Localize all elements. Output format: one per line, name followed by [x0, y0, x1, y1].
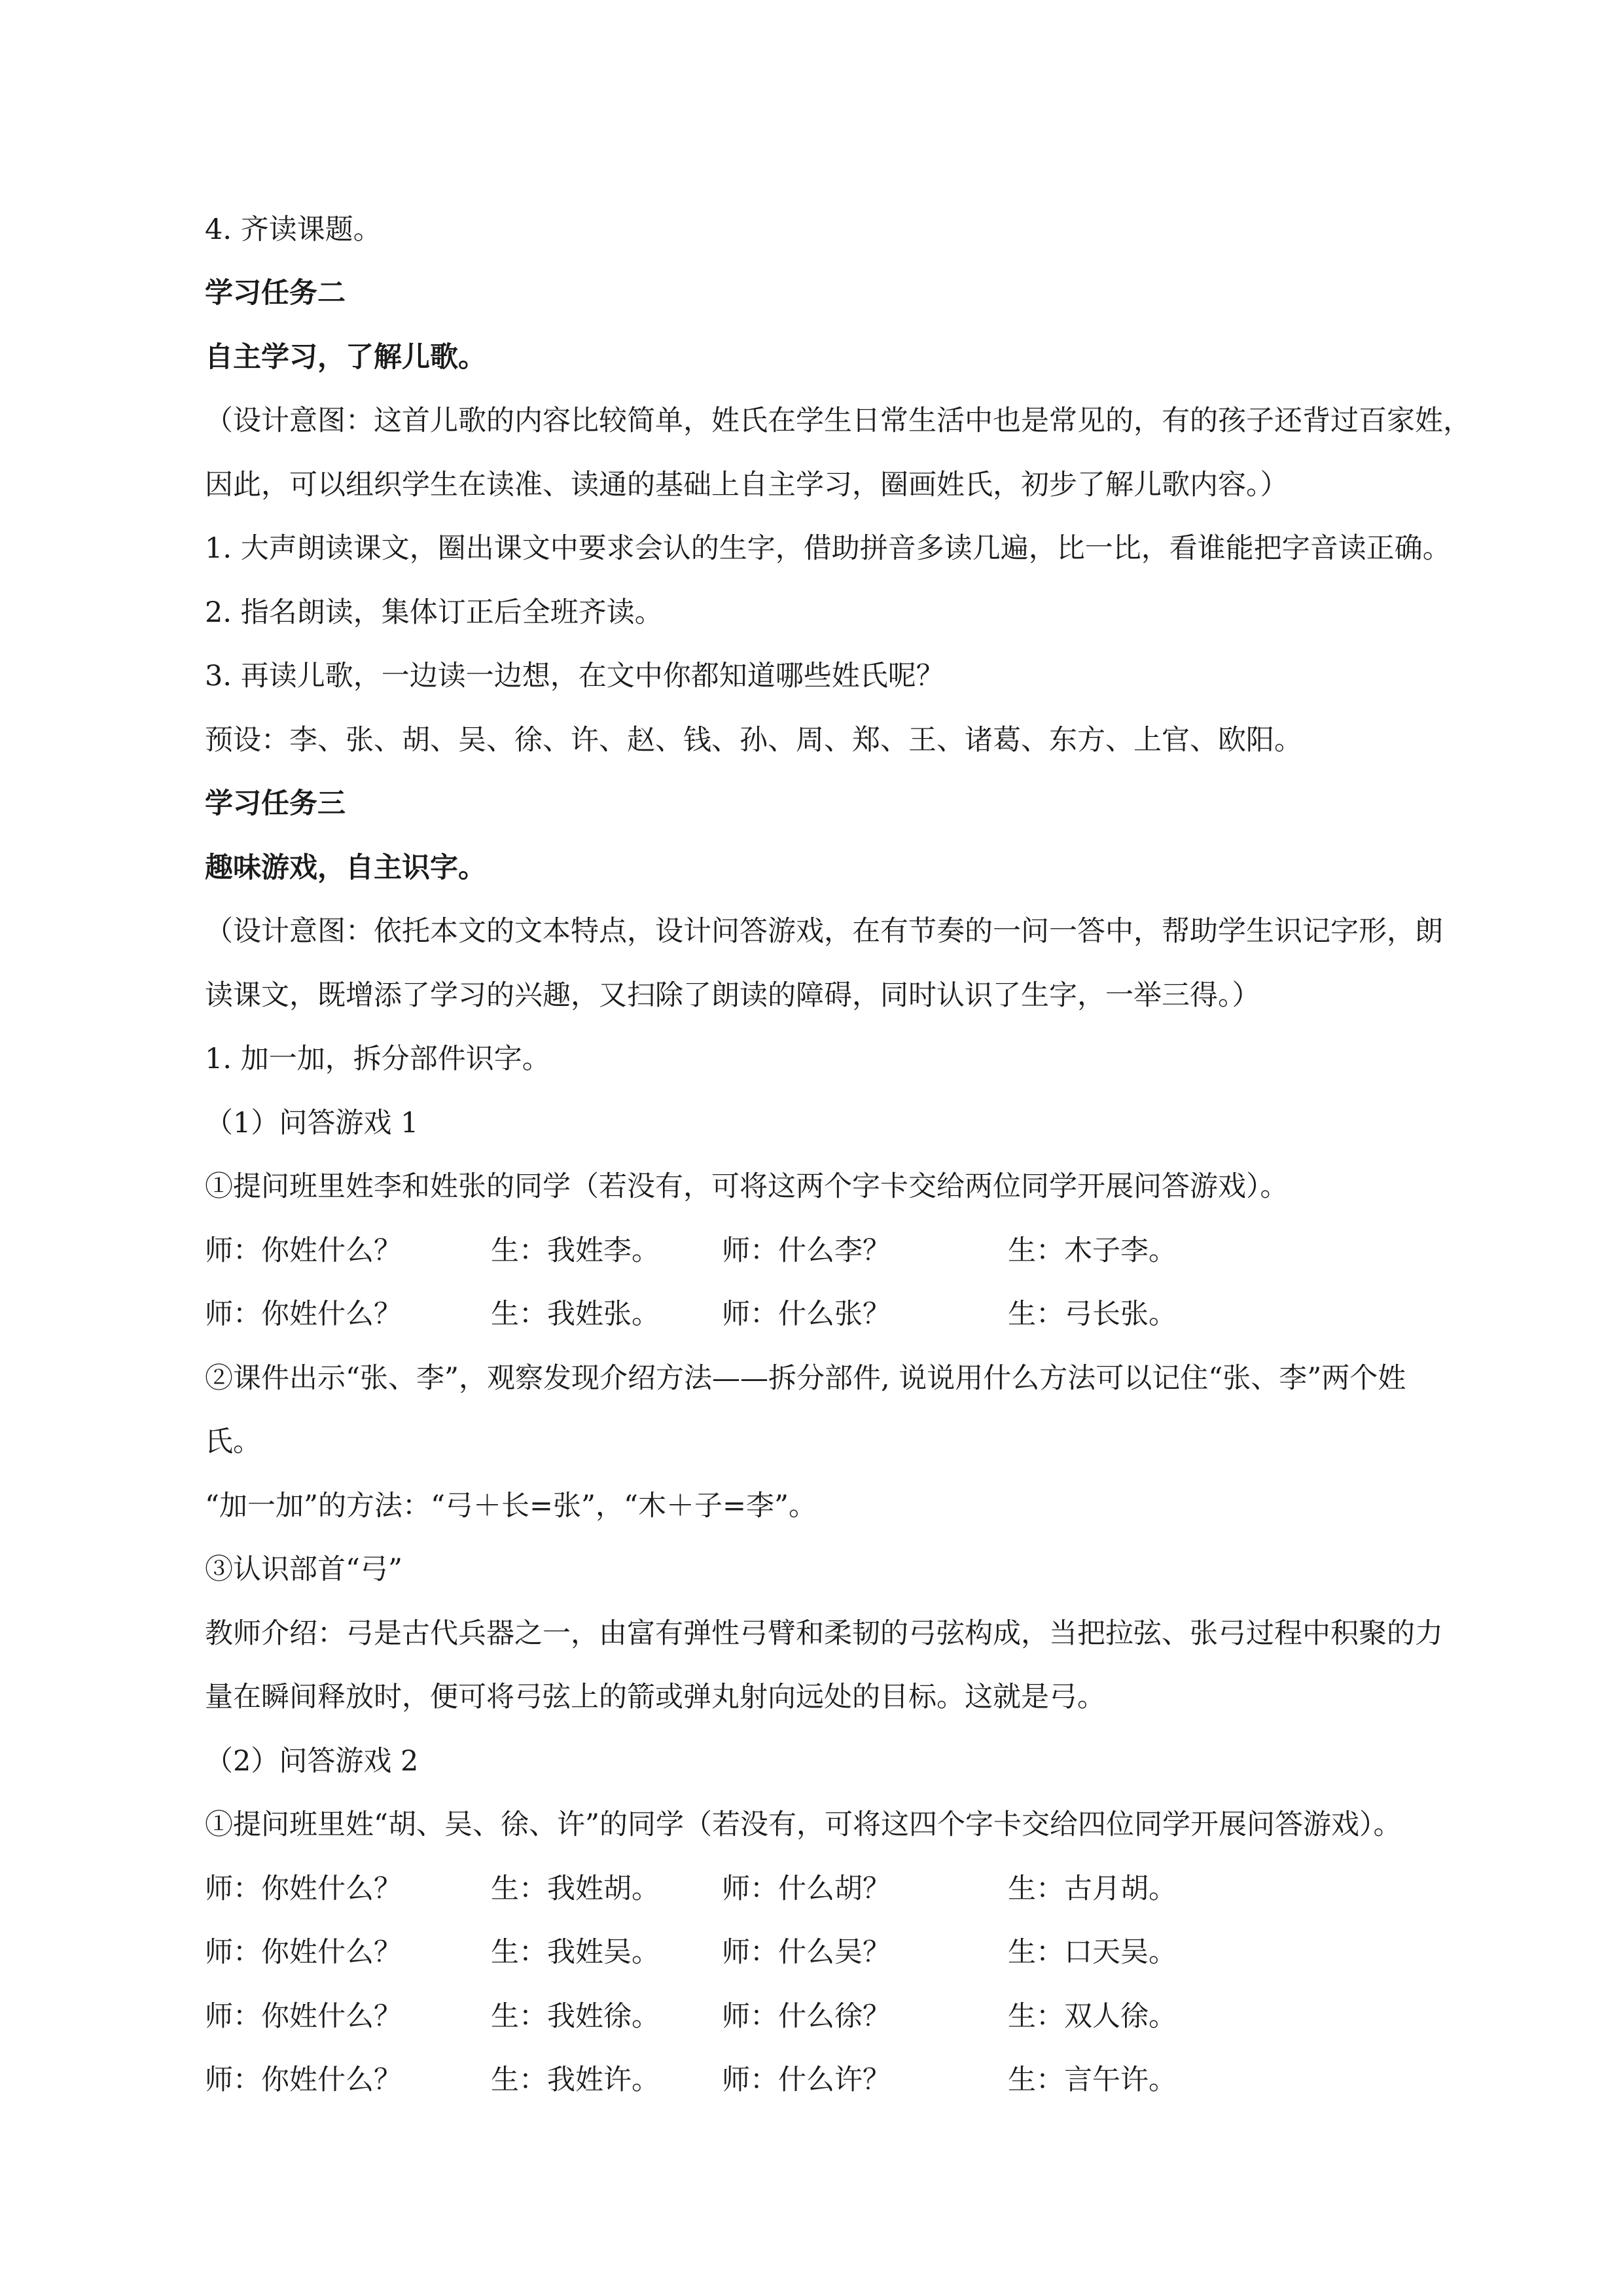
- student-answer: 生：我姓张。: [491, 1298, 660, 1331]
- design-intent-2-line-1: （设计意图：依托本文的文本特点，设计问答游戏，在有节奏的一问一答中，帮助学生识记字形，朗: [205, 915, 1443, 948]
- teacher-question: 师：你姓什么？: [205, 1234, 402, 1267]
- teacher-question: 师：你姓什么？: [205, 1936, 402, 1969]
- student-explanation: 生：木子李。: [1008, 1234, 1177, 1267]
- teacher-question: 师：你姓什么？: [205, 1298, 402, 1331]
- student-answer: 生：我姓吴。: [491, 1936, 660, 1969]
- game-1-heading: （1）问答游戏 1: [205, 1107, 419, 1139]
- dialogue-row: [205, 2000, 1488, 2036]
- courseware-line-2: 氏。: [205, 1426, 261, 1458]
- task-3-heading: 学习任务三: [205, 787, 346, 820]
- step-2-line: 2. 指名朗读，集体订正后全班齐读。: [205, 596, 663, 629]
- teacher-followup: 师：什么许？: [722, 2064, 891, 2096]
- design-intent-1-line-1: （设计意图：这首儿歌的内容比较简单，姓氏在学生日常生活中也是常见的，有的孩子还背过百家姓，: [205, 404, 1471, 437]
- step-4-line: 4. 齐读课题。: [205, 213, 382, 246]
- task-2-heading: 学习任务二: [205, 277, 346, 310]
- add-method-line: “加一加”的方法：“弓＋长=张”，“木＋子=李”。: [205, 1490, 817, 1522]
- radical-heading: ③认识部首“弓”: [205, 1553, 402, 1586]
- dialogue-row: [205, 1936, 1488, 1971]
- teacher-intro-line-2: 量在瞬间释放时，便可将弓弦上的箭或弹丸射向远处的目标。这就是弓。: [205, 1681, 1105, 1713]
- teacher-question: 师：你姓什么？: [205, 2000, 402, 2033]
- design-intent-2-line-2: 读课文，既增添了学习的兴趣，又扫除了朗读的障碍，同时认识了生字，一举三得。）: [205, 979, 1260, 1012]
- teacher-followup: 师：什么徐？: [722, 2000, 891, 2033]
- student-answer: 生：我姓李。: [491, 1234, 660, 1267]
- game-2-instruction: ①提问班里姓“胡、吴、徐、许”的同学（若没有，可将这四个字卡交给四位同学开展问答游戏）。: [205, 1808, 1402, 1841]
- teacher-question: 师：你姓什么？: [205, 1873, 402, 1905]
- student-explanation: 生：双人徐。: [1008, 2000, 1177, 2033]
- teacher-intro-line-1: 教师介绍：弓是古代兵器之一，由富有弹性弓臂和柔韧的弓弦构成，当把拉弦、张弓过程中积聚的力: [205, 1617, 1443, 1650]
- task-3-subheading: 趣味游戏，自主识字。: [205, 852, 486, 884]
- student-explanation: 生：言午许。: [1008, 2064, 1177, 2096]
- method-1-line: 1. 加一加，拆分部件识字。: [205, 1043, 550, 1075]
- step-1-line: 1. 大声朗读课文，圈出课文中要求会认的生字，借助拼音多读几遍，比一比，看谁能把字音读正确。: [205, 532, 1451, 565]
- game-2-heading: （2）问答游戏 2: [205, 1745, 419, 1778]
- courseware-line-1: ②课件出示“张、李”，观察发现介绍方法——拆分部件, 说说用什么方法可以记住“张、李”两个姓: [205, 1362, 1406, 1395]
- teacher-followup: 师：什么吴？: [722, 1936, 891, 1969]
- game-1-instruction: ①提问班里姓李和姓张的同学（若没有，可将这两个字卡交给两位同学开展问答游戏）。: [205, 1170, 1289, 1203]
- student-explanation: 生：弓长张。: [1008, 1298, 1177, 1331]
- task-2-subheading: 自主学习，了解儿歌。: [205, 341, 486, 374]
- dialogue-row: [205, 2066, 1488, 2099]
- dialogue-row: [205, 1234, 1488, 1270]
- student-answer: 生：我姓许。: [491, 2064, 660, 2096]
- teacher-followup: 师：什么胡？: [722, 1873, 891, 1905]
- step-3-line: 3. 再读儿歌，一边读一边想，在文中你都知道哪些姓氏呢？: [205, 660, 944, 692]
- design-intent-1-line-2: 因此，可以组织学生在读准、读通的基础上自主学习，圈画姓氏，初步了解儿歌内容。）: [205, 469, 1289, 501]
- student-answer: 生：我姓徐。: [491, 2000, 660, 2033]
- student-answer: 生：我姓胡。: [491, 1873, 660, 1905]
- teacher-question: 师：你姓什么？: [205, 2064, 402, 2096]
- teacher-followup: 师：什么李？: [722, 1234, 891, 1267]
- preset-surnames-line: 预设：李、张、胡、吴、徐、许、赵、钱、孙、周、郑、王、诸葛、东方、上官、欧阳。: [205, 724, 1302, 757]
- student-explanation: 生：口天吴。: [1008, 1936, 1177, 1969]
- teacher-followup: 师：什么张？: [722, 1298, 891, 1331]
- dialogue-row: [205, 1875, 1488, 1908]
- student-explanation: 生：古月胡。: [1008, 1873, 1177, 1905]
- dialogue-row: [205, 1300, 1488, 1333]
